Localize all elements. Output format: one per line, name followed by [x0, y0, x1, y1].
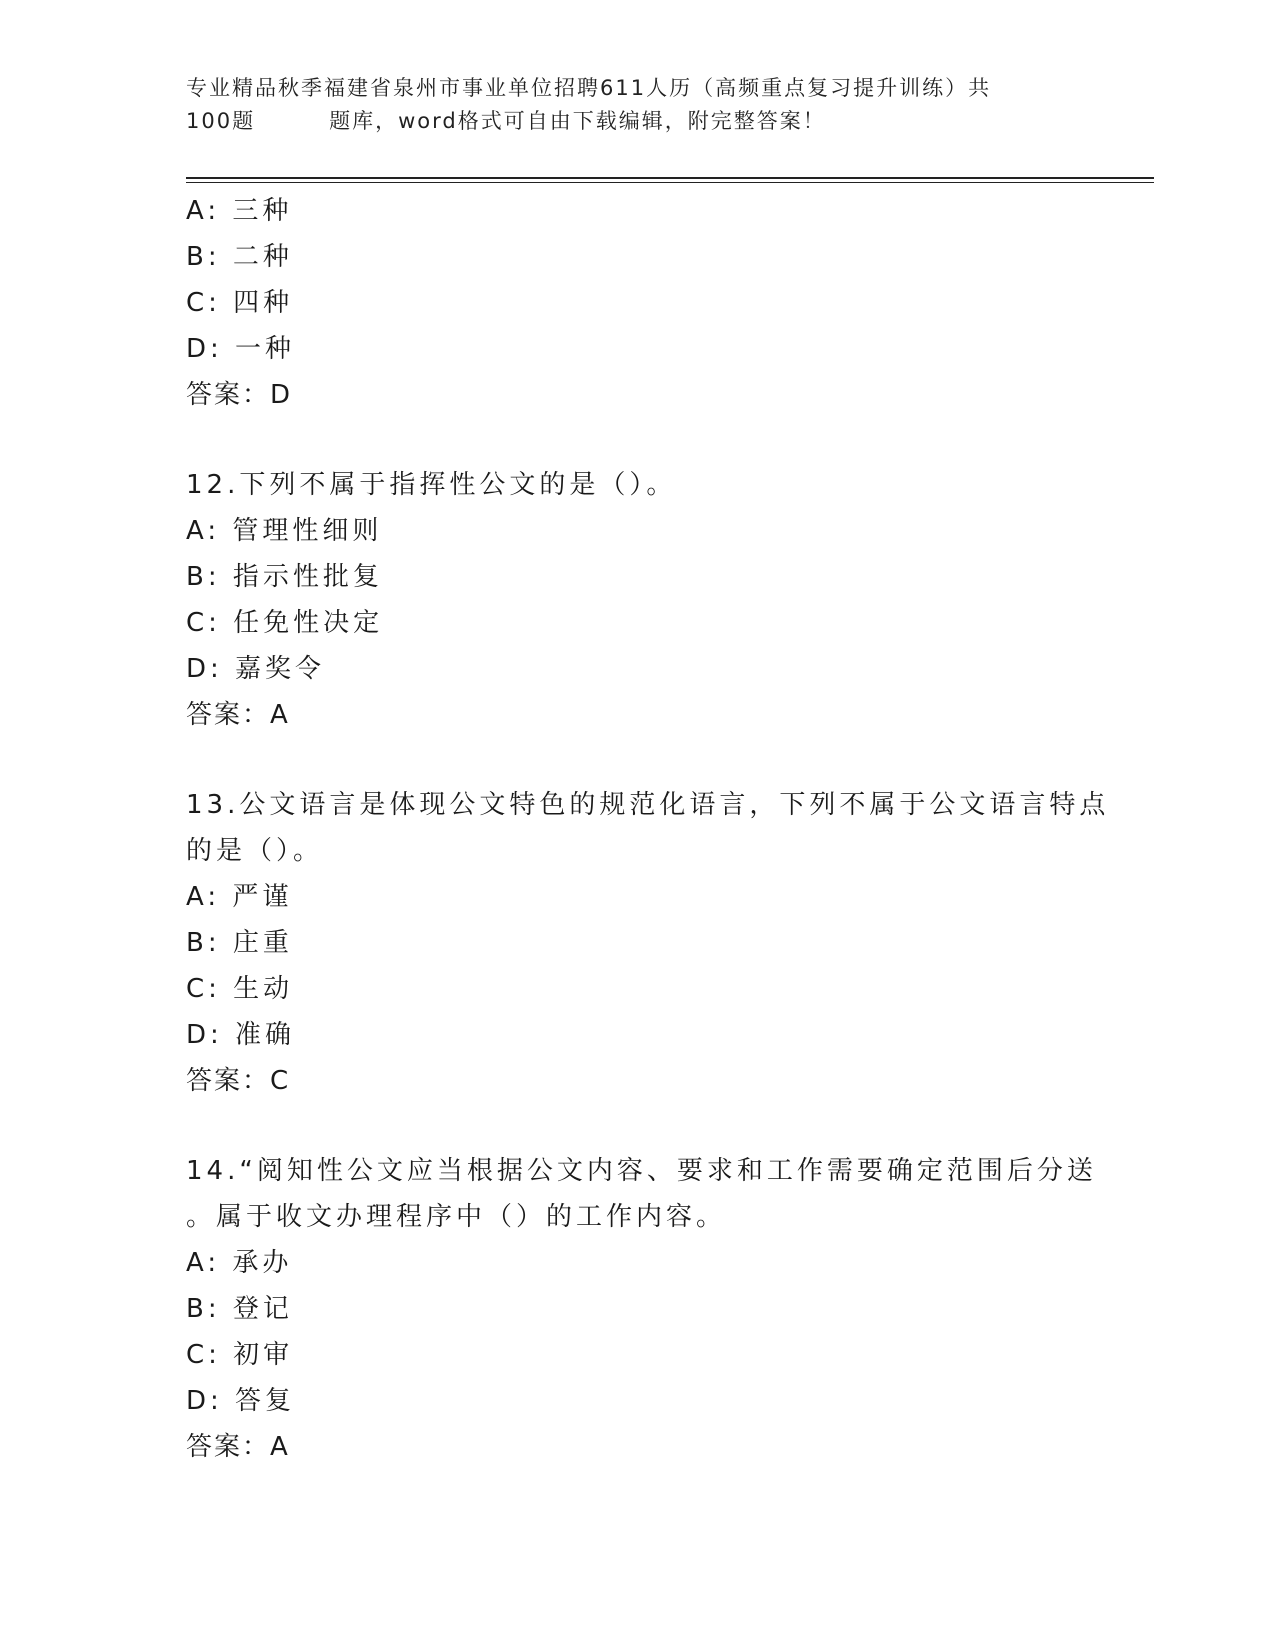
- option-a: A: 三种: [186, 196, 293, 226]
- option-d: D: 嘉奖令: [186, 654, 326, 684]
- question-text-line-2: 的是（）。: [186, 836, 324, 866]
- option-b: B: 庄重: [186, 928, 293, 958]
- header-description: 题库，word格式可自由下载编辑，附完整答案！: [329, 109, 826, 133]
- option-d: D: 准确: [186, 1020, 296, 1050]
- answer: 答案：A: [186, 700, 290, 730]
- question-11: [186, 188, 1086, 418]
- document-header: [186, 72, 1086, 138]
- question-text-line-1: 13.公文语言是体现公文特色的规范化语言，下列不属于公文语言特点: [186, 790, 1110, 820]
- option-c: C: 任免性决定: [186, 608, 384, 638]
- question-text: 12.下列不属于指挥性公文的是（）。: [186, 470, 677, 500]
- option-a: A: 承办: [186, 1248, 293, 1278]
- question-text-line-1: 14.“阅知性公文应当根据公文内容、要求和工作需要确定范围后分送: [186, 1156, 1097, 1186]
- question-list: [186, 188, 1110, 1470]
- answer: 答案：A: [186, 1432, 290, 1462]
- header-line-2: [186, 105, 1086, 138]
- question-13: [186, 782, 1110, 1104]
- header-question-count: 100题: [186, 109, 256, 133]
- option-b: B: 二种: [186, 242, 293, 272]
- question-text-line-2: 。属于收文办理程序中（）的工作内容。: [186, 1202, 727, 1232]
- question-14: [186, 1148, 1097, 1470]
- header-line-1: 专业精品秋季福建省泉州市事业单位招聘611人历（高频重点复习提升训练）共: [186, 76, 992, 100]
- question-12: [186, 462, 1086, 738]
- option-c: C: 初审: [186, 1340, 294, 1370]
- answer: 答案：D: [186, 380, 293, 410]
- option-b: B: 登记: [186, 1294, 293, 1324]
- option-a: A: 管理性细则: [186, 516, 383, 546]
- option-c: C: 四种: [186, 288, 294, 318]
- option-d: D: 答复: [186, 1386, 296, 1416]
- option-c: C: 生动: [186, 974, 294, 1004]
- header-divider-thin: [186, 182, 1154, 183]
- option-b: B: 指示性批复: [186, 562, 383, 592]
- option-a: A: 严谨: [186, 882, 293, 912]
- option-d: D: 一种: [186, 334, 296, 364]
- answer: 答案：C: [186, 1066, 291, 1096]
- header-divider-thick: [186, 177, 1154, 179]
